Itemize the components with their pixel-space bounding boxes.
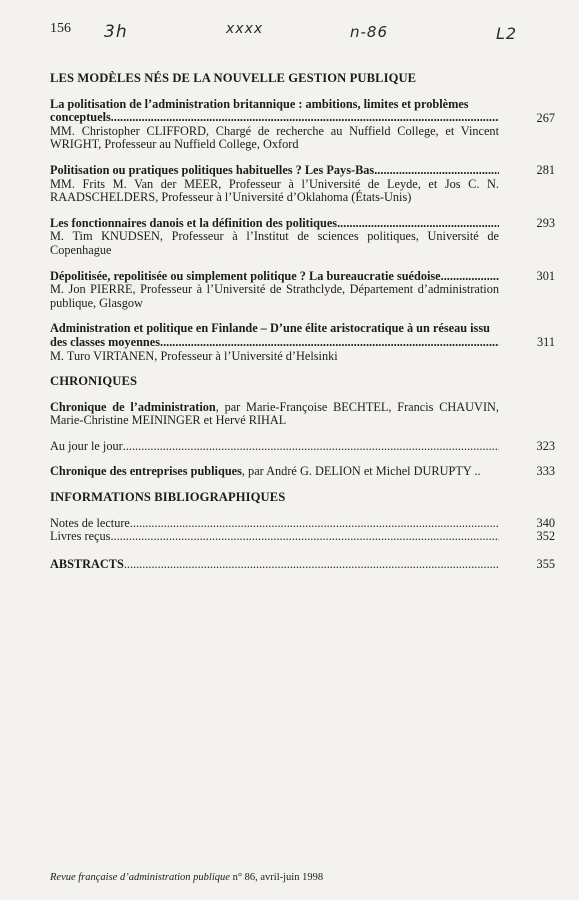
toc-entry[interactable] <box>50 217 555 258</box>
table-of-contents <box>50 72 555 583</box>
entry-page: 301 <box>536 268 555 283</box>
journal-name: Revue française d’administration publique <box>50 872 230 883</box>
entry-title-leader: Dépolitisée, repolitisée ou simplement politique ? La bureaucratie suédoise ..... <box>50 270 555 284</box>
section-heading: INFORMATIONS BIBLIOGRAPHIQUES <box>50 490 286 505</box>
entry-page: 333 <box>536 464 555 479</box>
entry-page: 311 <box>537 335 555 350</box>
entry-title-leader: Livres reçus ..... <box>50 530 555 544</box>
toc-entry[interactable] <box>50 530 555 544</box>
toc-entry[interactable] <box>50 98 555 152</box>
toc-entry[interactable] <box>50 164 555 205</box>
page-number: 156 <box>50 21 71 36</box>
entry-title-leader: Notes de lecture ..... <box>50 517 555 531</box>
entry-page: 355 <box>536 556 555 571</box>
toc-entry[interactable] <box>50 322 555 363</box>
handwritten-note-4: L2 <box>496 24 518 43</box>
entry-page: 352 <box>536 529 555 544</box>
entry-page: 323 <box>536 438 555 453</box>
section-heading: LES MODÈLES NÉS DE LA NOUVELLE GESTION PUBLIQUE <box>50 71 417 85</box>
page-footer <box>50 872 323 883</box>
entry-page: 267 <box>536 110 555 125</box>
entry-title-leader: Au jour le jour ..... <box>50 440 555 454</box>
handwritten-note-2: xxxx <box>226 21 264 37</box>
entry-authors <box>50 401 555 428</box>
entry-authors: M. Turo VIRTANEN, Professeur à l’Université d’Helsinki <box>50 348 338 363</box>
entry-title-leader: Politisation ou pratiques politiques habituelles ? Les Pays-Bas ..... <box>50 164 555 178</box>
entry-title-leader: Les fonctionnaires danois et la définition des politiques ..... <box>50 217 555 231</box>
entry-page: 340 <box>536 515 555 530</box>
entry-title-leader <box>50 558 555 572</box>
section-heading: ABSTRACTS <box>50 556 124 571</box>
toc-entry[interactable] <box>50 440 555 454</box>
entry-contributors: , par Marie-Françoise BECHTEL, Francis CHAUVIN, Marie-Christine MEININGER et Hervé RIHAL <box>50 399 499 428</box>
handwritten-note-3: n-86 <box>350 23 389 41</box>
entry-page: 293 <box>536 215 555 230</box>
toc-entry[interactable] <box>50 517 555 531</box>
entry-page: 281 <box>536 162 555 177</box>
entry-authors: M. Jon PIERRE, Professeur à l’Université de Strathclyde, Département d’administration publique, Glasgow <box>50 282 499 310</box>
issue-info: n° 86, avril-juin 1998 <box>232 872 324 883</box>
entry-title-leader: conceptuels ..... <box>50 111 555 125</box>
section-heading: CHRONIQUES <box>50 374 138 389</box>
handwritten-note-1: 3h <box>104 22 128 42</box>
toc-entry[interactable] <box>50 558 555 572</box>
entry-title: Chronique des entreprises publiques <box>50 464 242 479</box>
entry-title-leader <box>50 465 555 479</box>
entry-authors: M. Tim KNUDSEN, Professeur à l’Institut de sciences politiques, Université de Copenhague <box>50 229 499 257</box>
entry-title-leader: des classes moyennes ..... <box>50 336 555 350</box>
toc-entry[interactable] <box>50 270 555 311</box>
entry-contributors: , par André G. DELION et Michel DURUPTY .. <box>241 464 481 479</box>
toc-entry[interactable] <box>50 465 555 479</box>
entry-authors: MM. Christopher CLIFFORD, Chargé de recherche au Nuffield College, et Vincent WRIGHT, Professeur au Nuffield College, Oxford <box>50 123 499 152</box>
entry-title: La politisation de l’administration britannique : ambitions, limites et problèmes <box>50 96 469 111</box>
entry-authors: MM. Frits M. Van der MEER, Professeur à l’Université de Leyde, et Jos C. N. RAADSCHELDERS, Professeur à l’Université d’Oklahoma (États-Unis) <box>50 176 499 205</box>
toc-entry[interactable] <box>50 401 555 428</box>
entry-title: Administration et politique en Finlande – D’une élite aristocratique à un réseau issu <box>50 321 490 336</box>
entry-title: Chronique de l’administration <box>50 399 216 414</box>
